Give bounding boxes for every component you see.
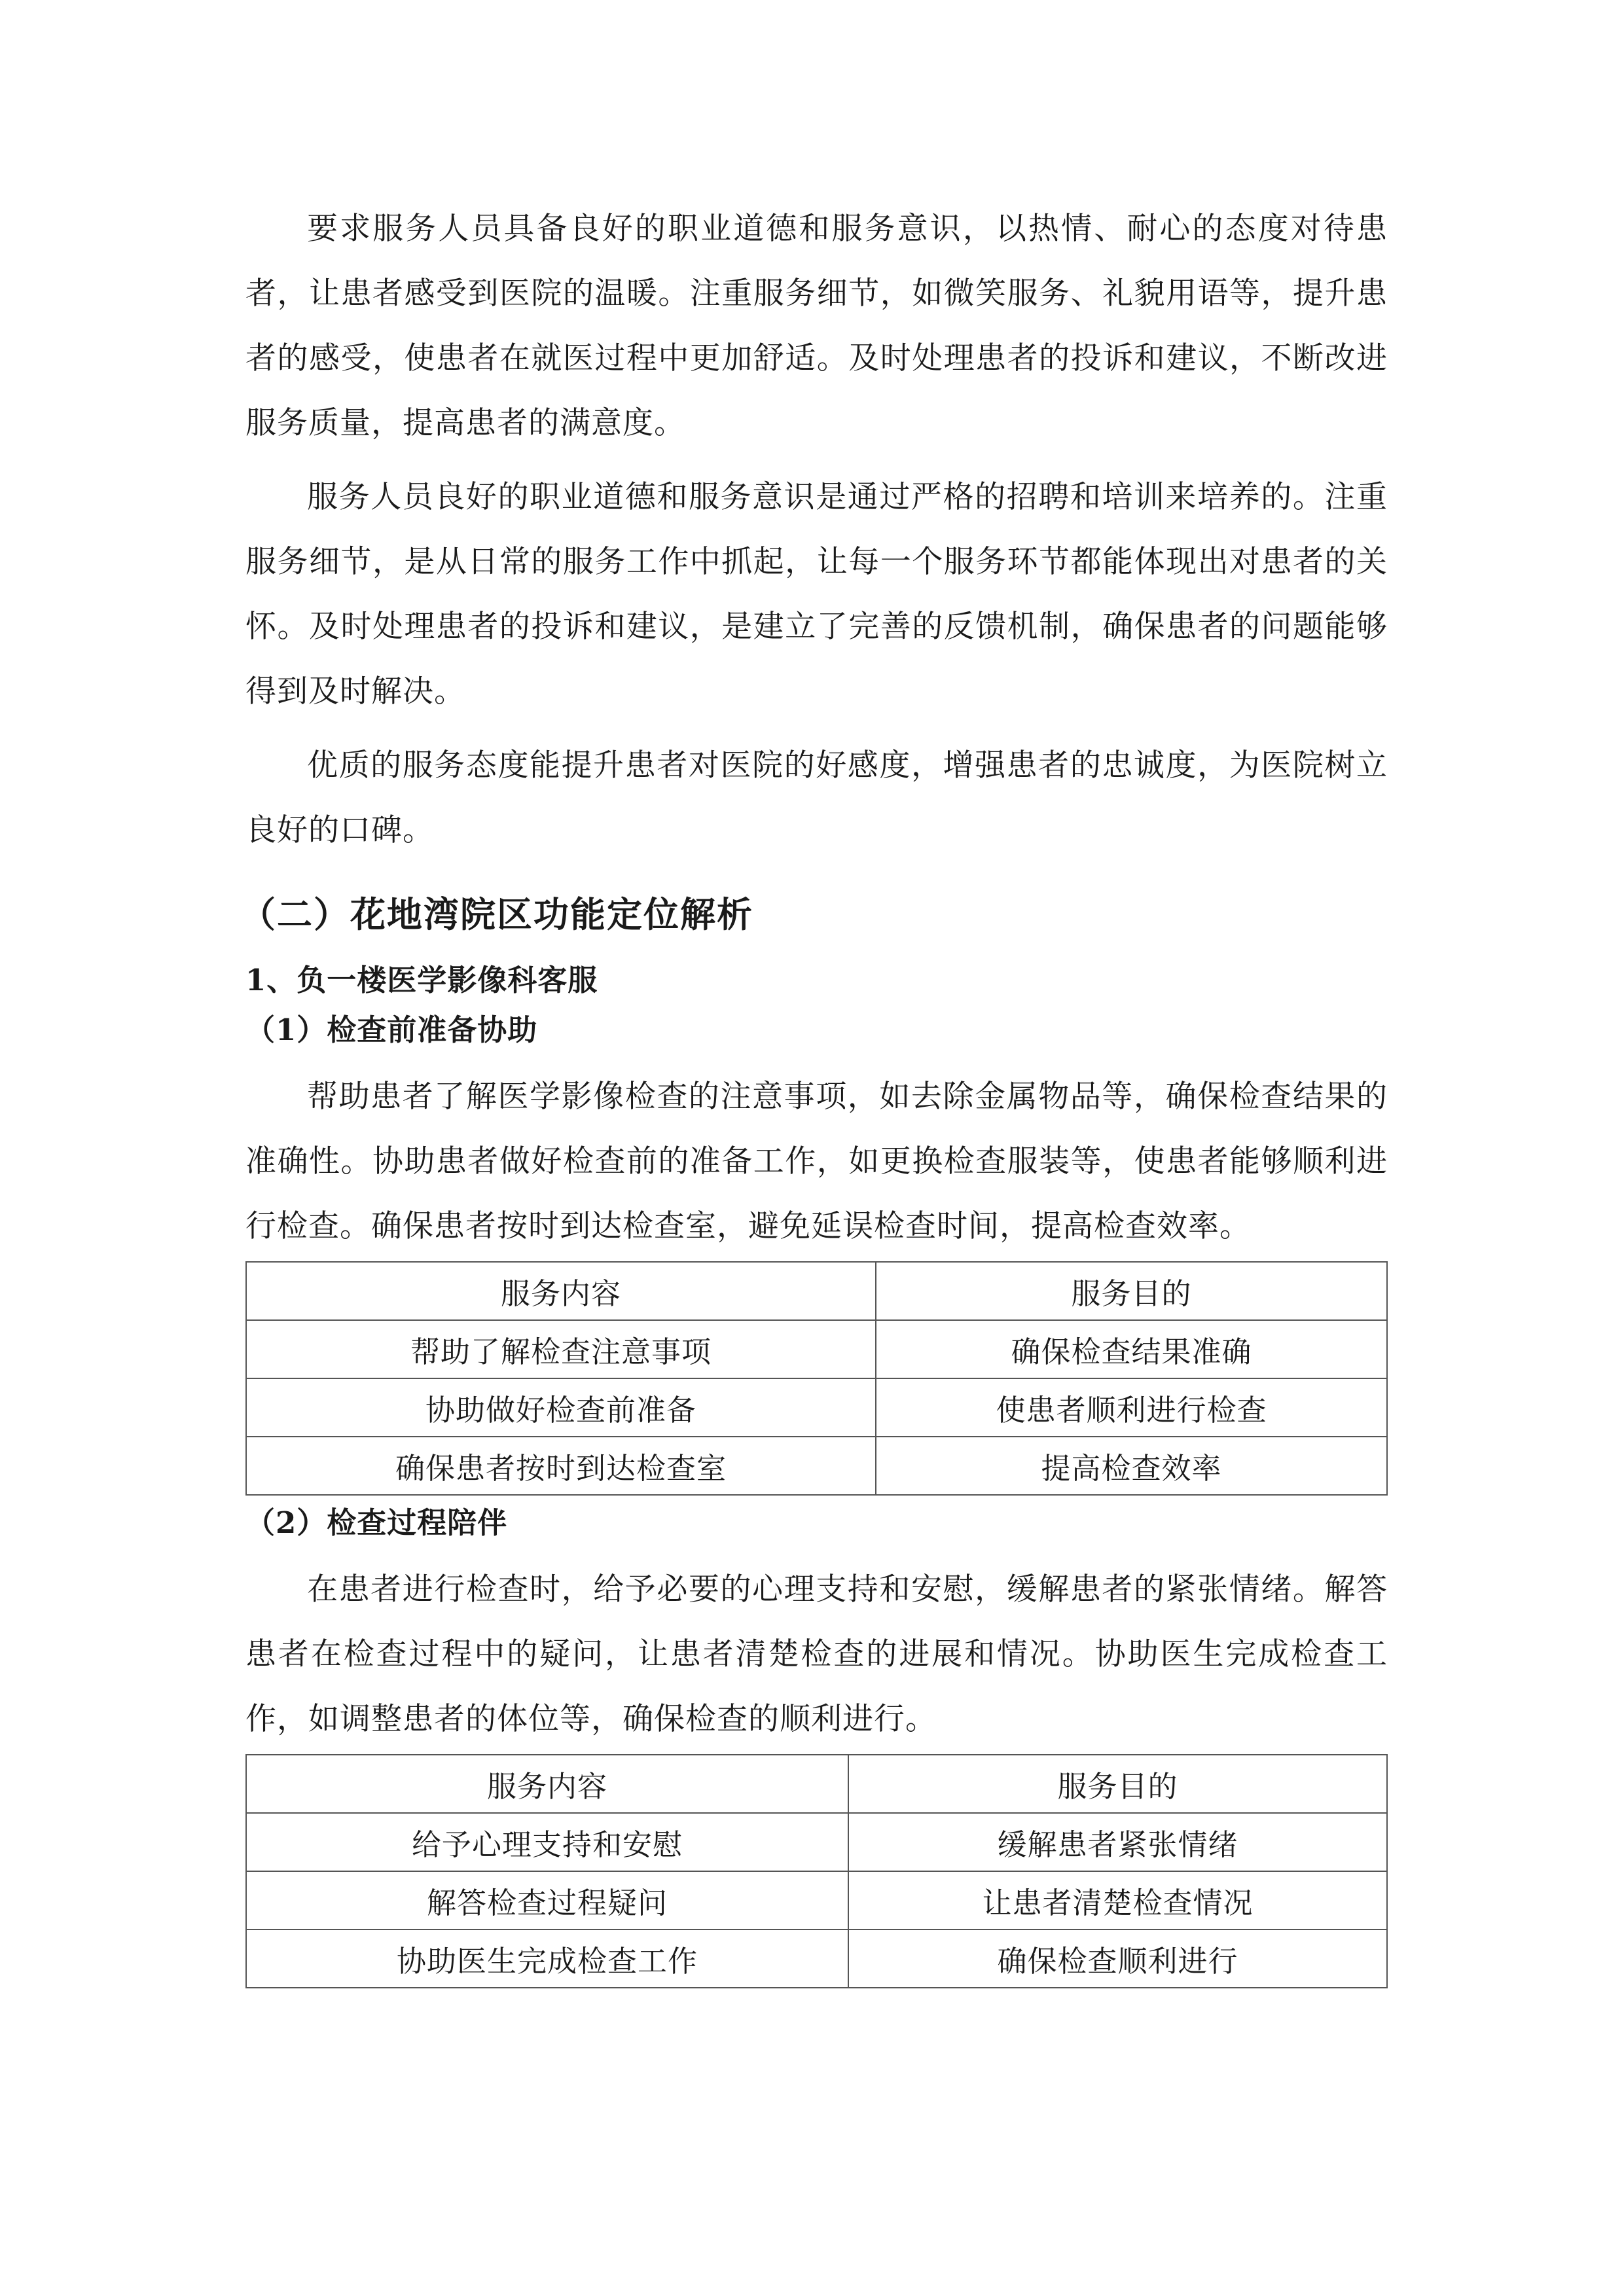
table-cell: 缓解患者紧张情绪 bbox=[848, 1813, 1387, 1871]
table-cell: 确保患者按时到达检查室 bbox=[246, 1437, 876, 1495]
table-row bbox=[246, 1437, 1387, 1495]
service-table-2 bbox=[245, 1754, 1388, 1988]
section-heading: （二）花地湾院区功能定位解析 bbox=[240, 893, 753, 935]
table-header-cell: 服务目的 bbox=[848, 1755, 1387, 1813]
table-cell: 确保检查结果准确 bbox=[876, 1320, 1387, 1378]
body-paragraph: 要求服务人员具备良好的职业道德和服务意识，以热情、耐心的态度对待患者，让患者感受到医院的温暖。注重服务细节，如微笑服务、礼貌用语等，提升患者的感受，使患者在就医过程中更加舒适。及时处理患者的投诉和建议，不断改进服务质量，提高患者的满意度。 bbox=[245, 211, 1388, 441]
table-cell: 协助医生完成检查工作 bbox=[246, 1929, 848, 1988]
table-header-row bbox=[246, 1755, 1387, 1813]
table-row bbox=[246, 1378, 1387, 1437]
table-cell: 帮助了解检查注意事项 bbox=[246, 1320, 876, 1378]
service-table-1-wrapper bbox=[245, 1261, 1388, 1496]
table-cell: 协助做好检查前准备 bbox=[246, 1378, 876, 1437]
body-paragraph: 在患者进行检查时，给予必要的心理支持和安慰，缓解患者的紧张情绪。解答患者在检查过程中的疑问，让患者清楚检查的进展和情况。协助医生完成检查工作，如调整患者的体位等，确保检查的顺利进行。 bbox=[245, 1571, 1388, 1737]
table-header-cell: 服务内容 bbox=[246, 1755, 848, 1813]
body-paragraph: 帮助患者了解医学影像检查的注意事项，如去除金属物品等，确保检查结果的准确性。协助患者做好检查前的准备工作，如更换检查服装等，使患者能够顺利进行检查。确保患者按时到达检查室，避免延误检查时间，提高检查效率。 bbox=[245, 1079, 1388, 1244]
table-row bbox=[246, 1871, 1387, 1929]
table-cell: 给予心理支持和安慰 bbox=[246, 1813, 848, 1871]
body-paragraph: 服务人员良好的职业道德和服务意识是通过严格的招聘和培训来培养的。注重服务细节，是从日常的服务工作中抓起，让每一个服务环节都能体现出对患者的关怀。及时处理患者的投诉和建议，是建立了完善的反馈机制，确保患者的问题能够得到及时解决。 bbox=[245, 479, 1388, 709]
table-row bbox=[246, 1929, 1387, 1988]
table-header-row bbox=[246, 1262, 1387, 1320]
part-heading-2: （2）检查过程陪伴 bbox=[245, 1505, 508, 1540]
table-cell: 确保检查顺利进行 bbox=[848, 1929, 1387, 1988]
table-cell: 让患者清楚检查情况 bbox=[848, 1871, 1387, 1929]
subsection-heading: 1、负一楼医学影像科客服 bbox=[245, 963, 598, 997]
table-cell: 解答检查过程疑问 bbox=[246, 1871, 848, 1929]
table-row bbox=[246, 1813, 1387, 1871]
service-table-2-wrapper bbox=[245, 1754, 1388, 1988]
table-cell: 提高检查效率 bbox=[876, 1437, 1387, 1495]
table-cell: 使患者顺利进行检查 bbox=[876, 1378, 1387, 1437]
table-row bbox=[246, 1320, 1387, 1378]
body-paragraph: 优质的服务态度能提升患者对医院的好感度，增强患者的忠诚度，为医院树立良好的口碑。 bbox=[245, 747, 1388, 848]
table-header-cell: 服务内容 bbox=[246, 1262, 876, 1320]
document-page bbox=[240, 196, 1388, 1991]
table-header-cell: 服务目的 bbox=[876, 1262, 1387, 1320]
service-table-1 bbox=[245, 1261, 1388, 1496]
part-heading-1: （1）检查前准备协助 bbox=[245, 1013, 538, 1047]
